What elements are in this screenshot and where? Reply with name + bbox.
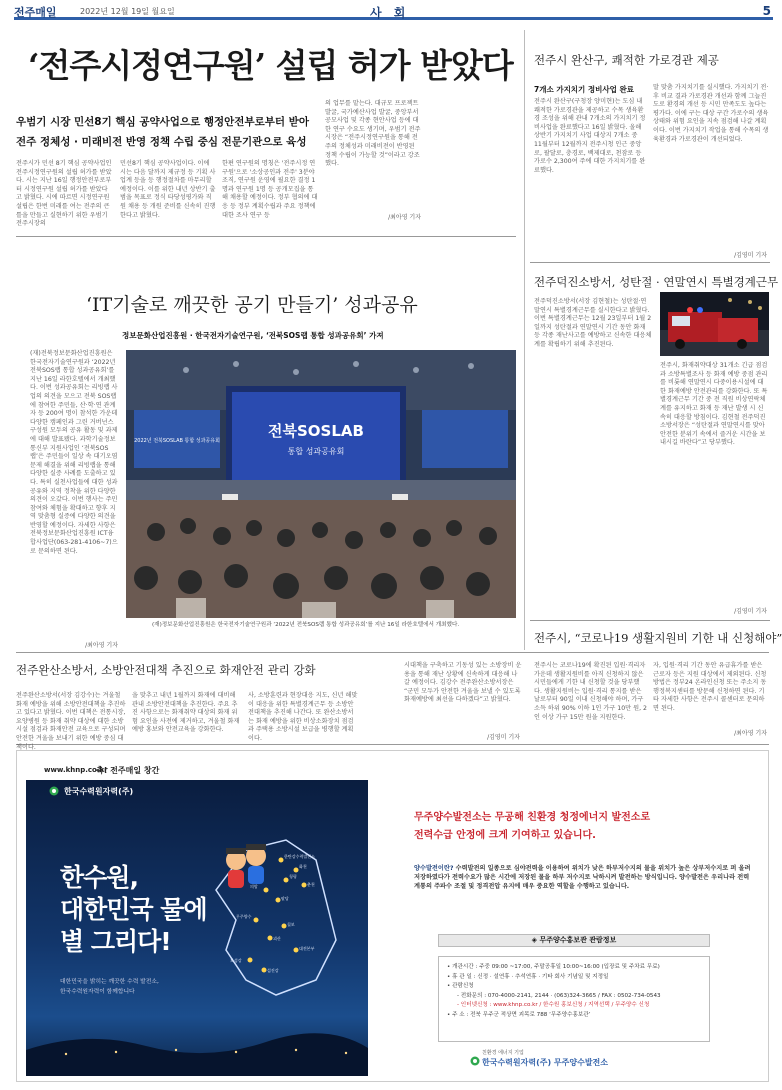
map-label: 보성강 <box>230 958 242 963</box>
map-label: 청평 <box>289 874 297 879</box>
corona-byline: /최아영 기자 <box>734 730 767 737</box>
lead-body-col3: 한편 연구원의 명칭은 '전주시정 연구원'으로 '소상공인과 전주' 3분야 조직, 연구원 운영에 필요한 결정 1명과 연구원 1명 등 공개모집을 통해 채용할 예정이다. 정부 협의에 대응 등 정부 계획수립과 주요 정책에 대한 조사 연구 등 <box>222 160 318 219</box>
it-byline: /최아영 기자 <box>85 642 118 649</box>
ad-small-text-2: 한국수력원자력이 함께합니다 <box>60 989 135 995</box>
ad-url: www.khnp.co.kr <box>44 766 108 774</box>
khnp-logo-icon <box>470 1056 480 1066</box>
event-photo <box>126 350 516 618</box>
ad-left-panel <box>26 780 368 1076</box>
ad-headline-2: 전력수급 안정에 크게 기여하고 있습니다. <box>414 830 596 841</box>
fire-safety-body-col1: 전주완산소방서(서장 김강수)는 겨울철 화재 예방을 위해 소방안전대책을 추진하고 있다고 밝혔다. 이번 대책은 전통시장, 요양병원 등 화재 취약 대상에 대한 소방시설 점검과 화재안전 교육으로 구성되며 안전한 겨울을 보내기 위한 예방 중심 대책이다. <box>16 692 126 751</box>
ad-info-line: • 휴 관 일 : 신정 · 설연휴 · 추석연휴 · 기타 회사 기념일 및 지정일 <box>447 973 609 980</box>
ad-info-line: • 관람신청 <box>447 983 474 990</box>
fire-body-top: 전주덕진소방서(서장 김현철)는 성탄절·연말연시 특별경계근무를 실시한다고 밝혔다. 이번 특별경계근무는 12월 23일부터 1월 2일까지 성탄절과 연말연시 기간 동안 화재 등 각종 재난사고를 예방하고 신속한 대응체계를 확립하기 위해 추진된다. <box>534 298 652 348</box>
lead-subheadline-2: 전주 정체성 · 미래비전 반영 정책 수립 중심 전문기관으로 육성 <box>16 136 307 148</box>
lead-body-col1: 전주시가 민선 8기 핵심 공약사업인 전주시정연구원의 설립 허가를 받았다. 시는 지난 16일 행정안전부로부터 시정연구원 설립 허가를 받았다고 밝혔다. 시에 따르면 시정연구원 설립은 한번 미래를 여는 전주의 큰 틀을 만들고 실현하기 위한 우범기 전주시장의 <box>16 160 112 228</box>
map-label: 팔당 <box>281 896 289 901</box>
road-article-headline: 전주시 완산구, 쾌적한 가로경관 제공 <box>534 53 719 67</box>
map-label: 섬진강 <box>267 968 279 973</box>
it-body: (재)전북정보문화산업진흥원은 한국전자기술연구원과 ‘2022년 전북SOS랩 통합 성과공유회’를 지난 16일 라한호텔에서 개최했다. 이번 성과공유회는 리빙랩 사업의 의견을 모으고 전북 SOS랩에 참여한 주민들, 산·학·연 관계자 등 200여 명이 참석한 가운데 다양한 캠페인과 그린 거버넌스 구성원 모두의 공유 활동 및 과제에 대해 발표됐다. 과학기술정보통신부 지원사업인 ‘전북SOS랩’은 주민들이 일상 속 대기오염 문제 해결을 위해 리빙랩을 통해 다양한 실증 사례를 도출하고 있다. 특히 실천사업들에 대한 성과 공유와 지역 정착을 위한 다양한 의견이 오갔다. 이번 행사는 주민 참여와 체험을 확대하고 향후 지역 맞춤형 실증에 다양한 의견을 반영할 예정이다. 자세한 사항은 전북정보문화산업진흥원 ICT융합사업단(063-281-4106~7)으로 문의하면 된다. <box>30 350 118 555</box>
it-article-headline: ‘IT기술로 깨끗한 공기 만들기’ 성과공유 <box>86 294 418 316</box>
map-label: 대전본부 <box>299 946 315 951</box>
map-label: 한탄강수력발전소 <box>284 854 315 859</box>
lead-body-col4: 의 업무를 맡는다. 대규모 프로젝트 발굴, 국가예산사업 발굴, 중앙부서 공모사업 및 각종 현안사업 등에 대한 연구 수요도 생기며, 우범기 전주시장은 “전주시정연구원을 통해 전주의 정체성과 미래비전이 반영된 정책 수립이 가능할 것”이라고 강조했다. <box>325 100 421 168</box>
section-divider <box>16 744 769 745</box>
fire-body-bottom: 전주시, 화재취약대상 31개소 긴급 점검과 소방특별조사 등 화재 예방 중점 관리를 비롯해 연말연시 다중이용시설에 대한 화재예방 안전관리를 강화한다. 또 특별경계근무 기간 중 전 직원 비상연락체계를 유지하고 화재 등 재난 발생 시 신속히 대응할 방침이다. 김현철 전주덕진소방서장은 “성탄절과 연말연시를 맞아 안전한 분위기 속에서 즐거운 시간을 보내시길 바란다”고 당부했다. <box>660 362 768 447</box>
ad-small-text-1: 대한민국을 밝히는 깨끗한 수력 발전소, <box>60 979 159 985</box>
ad-info-line: • 개관시간 : 주중 09:00 ~17:00, 주말공휴일 10:00~16:00 (입장료 및 주차료 무료) <box>447 964 660 970</box>
ad-description-text: 수력발전의 일종으로 심야전력을 이용하여 위치가 낮은 하부저수지의 물을 위치가 높은 상부저수지로 퍼 올려 저장하였다가 전력수요가 많은 시간에 저장된 물을 하부 저수지로 낙하시켜 발전하는 방식입니다. 양수발전은 우리나라 전력계통의 주파수 조절 및 정격전압 유지에 매우 중요한 역할을 수행하고 있습니다. <box>414 865 751 890</box>
ad-slogan-line2: 대한민국 물에 <box>60 895 207 924</box>
lead-subheadline-1: 우범기 시장 민선8기 핵심 공약사업으로 행정안전부로부터 받아 <box>16 116 309 128</box>
ad-slogan <box>60 862 207 958</box>
fire-safety-article-headline: 전주완산소방서, 소방안전대책 추진으로 화재안전 관리 강화 <box>16 663 316 677</box>
fire-article-headline: 전주덕진소방서, 성탄절 · 연말연시 특별경계근무 <box>534 275 779 289</box>
road-article-subheadline: 7개소 가지치기 정비사업 완료 <box>534 85 634 94</box>
fire-truck-photo <box>660 292 769 356</box>
ad-info-title: ◈ 무주양수홍보관 관람정보 <box>438 934 710 947</box>
ad-footer-tagline: 친환경 에너지 기업 <box>482 1050 524 1056</box>
map-label: 화천 <box>299 864 307 869</box>
photo-banner-subtext: 통합 성과공유회 <box>287 447 345 456</box>
fire-safety-body-col3: 사, 소방훈련과 현장대응 지도, 신년 해맞이 대응을 위한 특별경계근무 등 소방안전대책을 추진해 나간다. 또 완산소방서는 화재 예방을 위한 비상소화장치 점검과 주택용 소방시설 보급을 병행할 계획이다. <box>248 692 358 742</box>
it-article-subheadline: 정보문화산업진흥원 · 한국전자기술연구원, ‘전북SOS랩 통합 성과공유회’ 가져 <box>122 331 384 340</box>
map-label: 괴산 <box>273 936 281 941</box>
corona-article-headline: 전주시, “코로나19 생활지원비 기한 내 신청해야” <box>534 631 782 645</box>
fire-safety-body-col2: 을 맞추고 내년 1월까지 화재에 대비해 관내 소방안전대책을 추진한다. 주요 추진 사항으로는 화재취약 대상의 화재 위험 요인을 사전에 제거하고, 겨울철 화재예방 홍보와 안전교육을 강화한다. <box>132 692 240 734</box>
ad-info-line: • 주 소 : 전북 무주군 적상면 괴목로 788 ‘무주양수홍보관’ <box>447 1011 591 1018</box>
road-body-col1: 전주시 완산구(구청장 양미현)는 도심 내 쾌적한 가로경관을 제공하고 수목 생육환경 조성을 위해 관내 7개소의 가지치기 정비사업을 완료했다고 16일 밝혔다. 올해 상반기 가지치기 사업 대상지 7개소 중 11월부터 12월까지 전주시청 인근 중앙로, 팔달로, 충경로, 백제대로, 천잠로 등 가로수 2,300여 주에 대한 가지치기를 완료했다. <box>534 98 646 174</box>
road-byline: /김영미 기자 <box>734 252 767 259</box>
dam-skyline-icon <box>26 1020 368 1076</box>
photo-banner-text: 전북SOSLAB <box>268 422 364 440</box>
fire-byline: /김영미 기자 <box>734 608 767 615</box>
lead-headline: ‘전주시정연구원’ 설립 허가 받았다 <box>28 46 513 85</box>
column-divider <box>524 30 525 650</box>
section-title: 사 회 <box>370 6 410 20</box>
corona-body-col2: 자, 입원·격리 기간 동안 유급휴가를 받은 근로자 등은 지원 대상에서 제외된다. 신청 방법은 정부24 온라인신청 또는 주소지 동 행정복지센터를 방문해 신청하면 된다. 기타 자세한 사항은 전주시 콜센터로 문의하면 된다. <box>653 662 767 712</box>
ad-description-question: 양수발전이란? <box>414 865 454 872</box>
ad-slogan-line1: 한수원, <box>60 863 138 892</box>
ad-headline-1: 무주양수발전소는 무공해 친환경 청정에너지 발전소로 <box>414 812 651 823</box>
map-label: 무주양수 <box>236 914 252 919</box>
korea-map-icon <box>186 830 356 1000</box>
map-label: 칠보 <box>287 922 295 927</box>
ad-description <box>414 864 754 891</box>
khnp-logo-icon <box>48 786 60 796</box>
page-number: 5 <box>762 4 771 18</box>
issue-date: 2022년 12월 19일 월요일 <box>80 7 175 16</box>
ad-slogan-line3: 별 그리다! <box>60 927 171 956</box>
map-label: 의암 <box>250 884 258 889</box>
corona-body-col1: 전주시는 코로나19에 확진된 입원·격리자 가운데 생활지원비를 아직 신청하지 않은 시민들에게 기한 내 신청할 것을 당부했다. 생활지원비는 입원·격리 통지를 받은 날로부터 90일 이내 신청해야 하며, 가구 소득 하위 90% 이하 1인 가구 10만 원, 2인 이상 가구 15만 원을 지원한다. <box>534 662 647 721</box>
photo-caption: (재)정보문화산업진흥원은 한국전자기술연구원과 ‘2022년 전북SOS랩 통합 성과공유회’를 지난 16일 라한호텔에서 개최했다. <box>152 622 460 628</box>
paper-name: 전주매일 <box>14 6 57 19</box>
ad-info-line: - 인터넷신청 : www.khnp.co.kr / 한수원 홍보신청 / 지역선택 / 무주양수 신청 <box>457 1002 650 1009</box>
section-divider <box>16 652 769 653</box>
fire-safety-body-col4: 시대책을 구축하고 기동성 있는 소방장비 운용을 통해 재난 상황에 신속하게 대응해 나갈 예정이다. 김강수 전주완산소방서장은 “군민 모두가 안전한 겨울을 보낼 수 있도록 화재예방에 최선을 다하겠다”고 밝혔다. <box>404 662 522 704</box>
lead-byline: /최아영 기자 <box>388 214 421 221</box>
lead-body-col2: 민선8기 핵심 공약사업이다. 이에 시는 다음 달까지 제규정 등 기획 사업계 등을 등 행정절차를 마무리할 예정이다. 이를 위한 내년 상반기 출범을 목표로 정식 타당성평가와 직원 채용 등 개원 준비를 신속히 진행한다고 밝혔다. <box>120 160 216 219</box>
ad-greeting: 축! 전주매일 창간 <box>96 766 160 775</box>
section-divider <box>530 262 770 263</box>
mascot-icon <box>226 844 266 888</box>
section-divider <box>16 236 516 237</box>
page-header <box>14 4 773 20</box>
map-label: 춘천 <box>307 882 315 887</box>
fire-safety-byline: /김영미 기자 <box>487 734 520 741</box>
photo-side-screen-text: 2022년 전북SOSLAB 통합 성과공유회 <box>134 438 220 444</box>
ad-info-box <box>438 956 710 1042</box>
ad-info-line: - 전화문의 : 070-4000-2141, 2144 · (063)324-3665 / FAX : 0502-734-0543 <box>457 992 661 999</box>
road-body-col2: 말 맞춤 가지치기를 실시했다. 가지치기 전·후 비교 결과 가로경관 개선과 함께 그늘진 도로 환경의 개선 등 시민 만족도도 높다는 평가다. 이에 구는 대상 구간 가로수의 생육상태와 위험 요인을 지속 점검해 나갈 계획이다. 이번 가지치기 작업을 통해 수목의 생육환경과 가로경관이 개선되었다. <box>653 84 769 143</box>
section-divider <box>530 620 770 621</box>
ad-footer: 한국수력원자력(주) 무주양수발전소 <box>482 1058 609 1067</box>
ad-left-logo: 한국수력원자력(주) <box>64 787 134 796</box>
